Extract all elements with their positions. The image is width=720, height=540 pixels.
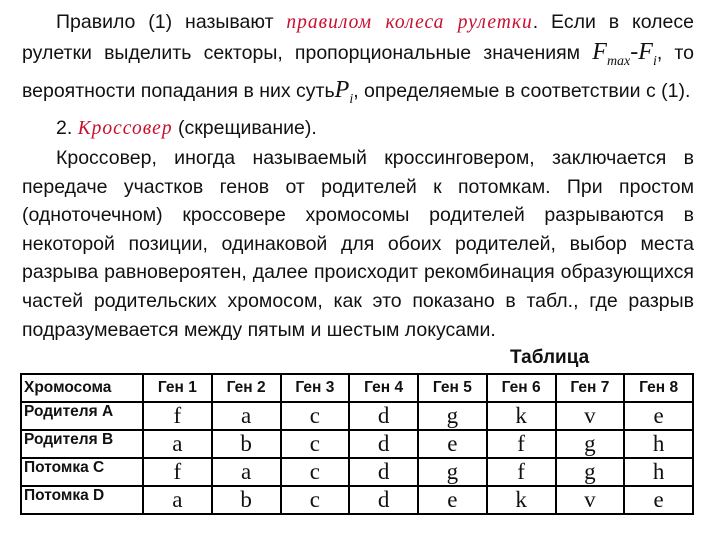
math-letter: F <box>638 38 653 65</box>
math-subscript: max <box>606 53 631 69</box>
paragraph-crossover-description: Кроссовер, иногда называемый кроссинговером, заключается в передаче участков генов от родителей к потомкам. При простом (одноточечном) кроссовере хромосомы родителей разрываются в некоторой позиции, одинаковой для обоих родителей, выбор места разрыва равновероятен, далее происходит рекомбинация образующихся частей родительских хромосом, как это показано в табл., где разрыв подразумевается между пятым и шестым локусами. <box>22 146 694 341</box>
gene-cell: a <box>143 430 212 458</box>
gene-cell: b <box>212 430 281 458</box>
table-caption: Таблица <box>510 347 590 368</box>
gene-cell: d <box>349 402 418 430</box>
header-gene: Ген 7 <box>556 374 625 402</box>
gene-cell: v <box>556 486 625 514</box>
gene-cell: f <box>487 430 556 458</box>
text-segment: , то вероятности попадания в них суть <box>22 41 694 102</box>
gene-cell: e <box>418 486 487 514</box>
gene-cell: f <box>487 458 556 486</box>
crossover-table <box>20 373 694 515</box>
gene-cell: c <box>281 402 350 430</box>
row-label: Потомка D <box>21 486 143 514</box>
gene-cell: v <box>556 402 625 430</box>
gene-cell: g <box>418 402 487 430</box>
math-letter: F <box>592 38 607 65</box>
row-label: Потомка С <box>21 458 143 486</box>
gene-cell: d <box>349 486 418 514</box>
gene-cell: d <box>349 430 418 458</box>
formula-pi <box>334 76 354 107</box>
gene-cell: c <box>281 486 350 514</box>
math-subscript: i <box>652 53 657 69</box>
gene-cell: g <box>556 458 625 486</box>
gene-cell: d <box>349 458 418 486</box>
gene-cell: k <box>487 486 556 514</box>
table-row-parent-b <box>21 430 693 458</box>
term-roulette-wheel: правилом колеса рулетки <box>286 12 533 33</box>
math-letter: P <box>334 76 350 103</box>
gene-cell: g <box>418 458 487 486</box>
gene-cell: h <box>624 458 693 486</box>
gene-cell: h <box>624 430 693 458</box>
paragraph-roulette-rule <box>22 8 694 114</box>
header-gene: Ген 5 <box>418 374 487 402</box>
term-crossover: Кроссовер <box>77 118 173 140</box>
gene-cell: c <box>281 430 350 458</box>
header-gene: Ген 1 <box>143 374 212 402</box>
table-row-offspring-c <box>21 458 693 486</box>
math-dash: - <box>630 38 639 65</box>
header-gene: Ген 6 <box>487 374 556 402</box>
gene-cell: k <box>487 402 556 430</box>
gene-cell: a <box>212 402 281 430</box>
gene-cell: b <box>212 486 281 514</box>
gene-cell: g <box>556 430 625 458</box>
gene-cell: f <box>143 458 212 486</box>
item-number: 2. <box>56 117 78 140</box>
table-row-parent-a <box>21 402 693 430</box>
gene-cell: a <box>143 486 212 514</box>
body-text <box>22 8 694 344</box>
text-segment: , определяемые в соответствии с (1). <box>353 79 691 102</box>
formula-fmax-minus-fi <box>592 38 657 69</box>
header-gene: Ген 2 <box>212 374 281 402</box>
header-gene: Ген 3 <box>281 374 350 402</box>
item-crossover-heading <box>22 114 694 144</box>
gene-cell: e <box>624 486 693 514</box>
header-gene: Ген 4 <box>349 374 418 402</box>
header-gene: Ген 8 <box>624 374 693 402</box>
math-subscript: i <box>349 91 354 107</box>
text-segment: (скрещивание). <box>172 117 317 140</box>
row-label: Родителя В <box>21 430 143 458</box>
gene-cell: e <box>418 430 487 458</box>
header-chromosome: Хромосома <box>21 374 143 402</box>
gene-cell: f <box>143 402 212 430</box>
text-segment: Правило (1) называют <box>56 11 287 33</box>
text-segment: . Если в колесе рулетки выделить секторы, пропорциональные значениям <box>22 11 694 64</box>
gene-cell: c <box>281 458 350 486</box>
table-row-offspring-d <box>21 486 693 514</box>
gene-cell: a <box>212 458 281 486</box>
gene-cell: e <box>624 402 693 430</box>
row-label: Родителя А <box>21 402 143 430</box>
